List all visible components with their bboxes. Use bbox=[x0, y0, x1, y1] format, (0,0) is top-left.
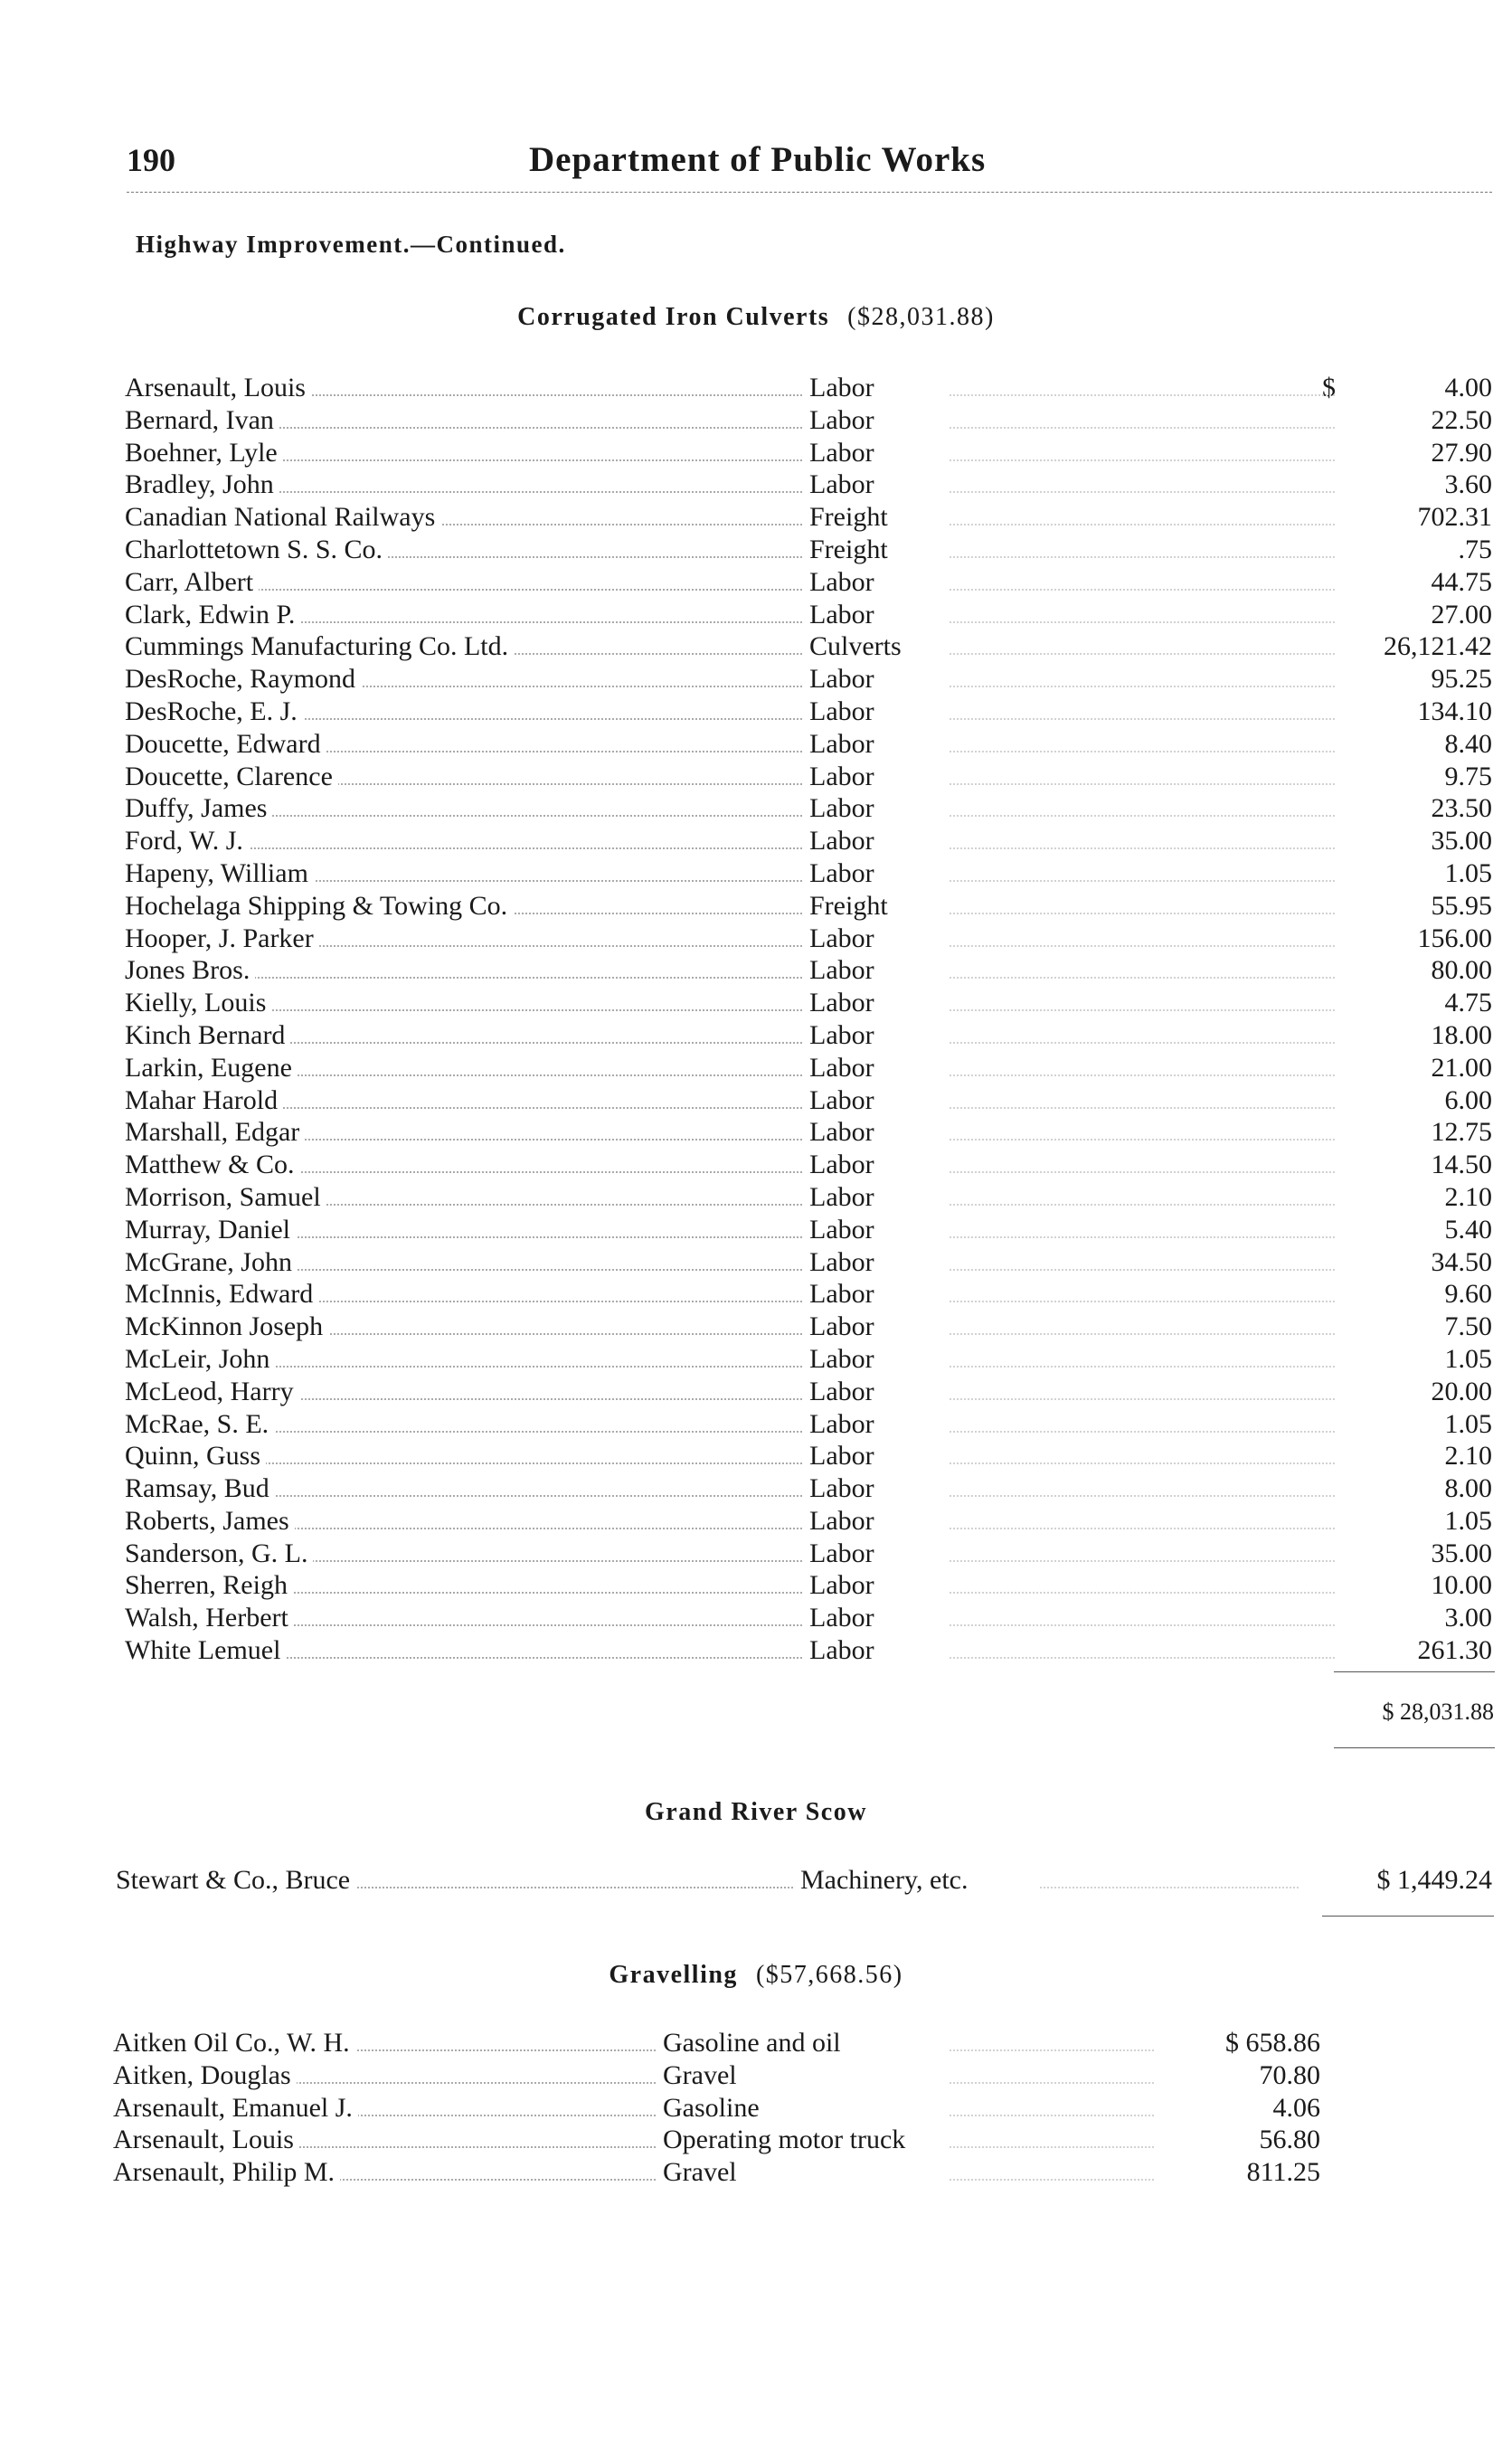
expense-category: Labor bbox=[809, 1182, 880, 1213]
expense-category: Labor bbox=[809, 1053, 880, 1084]
expense-category: Labor bbox=[809, 469, 880, 500]
payee-name: Hochelaga Shipping & Towing Co. bbox=[125, 891, 513, 922]
ledger-row bbox=[0, 567, 1512, 600]
amount: 8.00 bbox=[1444, 1473, 1492, 1504]
amount: 2.10 bbox=[1444, 1441, 1492, 1472]
expense-category: Labor bbox=[809, 1409, 880, 1440]
expense-category: Labor bbox=[809, 696, 880, 727]
amount: 10.00 bbox=[1431, 1570, 1492, 1601]
amount: 44.75 bbox=[1431, 566, 1492, 597]
ledger-row bbox=[0, 955, 1512, 988]
expense-category: Labor bbox=[809, 988, 880, 1018]
ledger-row bbox=[0, 858, 1512, 891]
payee-name: Roberts, James bbox=[125, 1506, 295, 1537]
ledger-row bbox=[0, 1279, 1512, 1311]
expense-category: Labor bbox=[809, 1279, 880, 1310]
payee-name: Marshall, Edgar bbox=[125, 1117, 305, 1148]
payee-name: Bradley, John bbox=[125, 469, 279, 500]
amount: 23.50 bbox=[1431, 793, 1492, 824]
ledger-row bbox=[0, 1441, 1512, 1473]
expense-category: Labor bbox=[809, 600, 880, 630]
ledger-row bbox=[0, 762, 1512, 794]
amount: 22.50 bbox=[1431, 404, 1492, 435]
section-heading: Highway Improvement.—Continued. bbox=[136, 231, 566, 258]
payee-name: Mahar Harold bbox=[125, 1085, 283, 1116]
payee-name: DesRoche, Raymond bbox=[125, 664, 361, 695]
amount: 3.60 bbox=[1444, 469, 1492, 500]
payee-name: Doucette, Edward bbox=[125, 729, 326, 760]
ledger-row bbox=[0, 405, 1512, 438]
expense-category: Labor bbox=[809, 664, 880, 695]
expense-category: Operating motor truck bbox=[663, 2125, 911, 2155]
dot-leader bbox=[950, 567, 1335, 591]
payee-name: Arsenault, Louis bbox=[113, 2125, 299, 2155]
dot-leader bbox=[950, 469, 1335, 493]
payee-name: Arsenault, Emanuel J. bbox=[113, 2093, 358, 2124]
ledger-row bbox=[0, 1053, 1512, 1085]
ledger-row bbox=[0, 1182, 1512, 1215]
expense-category: Labor bbox=[809, 1635, 880, 1666]
expense-category: Labor bbox=[809, 858, 880, 889]
payee-name: Doucette, Clarence bbox=[125, 762, 338, 792]
expense-category: Gasoline bbox=[663, 2093, 765, 2124]
payee-name: McKinnon Joseph bbox=[125, 1311, 328, 1342]
ledger-row bbox=[0, 1635, 1512, 1668]
ledger-row bbox=[0, 2028, 1512, 2060]
amount: 35.00 bbox=[1431, 1538, 1492, 1568]
ledger-row bbox=[0, 600, 1512, 632]
ledger-row bbox=[0, 1311, 1512, 1344]
expense-category: Labor bbox=[809, 826, 880, 857]
ledger-row bbox=[0, 729, 1512, 762]
dot-leader bbox=[950, 2125, 1154, 2148]
expense-category: Labor bbox=[809, 1441, 880, 1472]
ledger-row bbox=[0, 2060, 1512, 2093]
amount: 1.05 bbox=[1444, 1408, 1492, 1439]
dot-leader bbox=[950, 1344, 1335, 1368]
amount: 4.06 bbox=[1272, 2092, 1320, 2123]
payee-name: Ramsay, Bud bbox=[125, 1473, 275, 1504]
culverts-total: $ 28,031.88 bbox=[1382, 1699, 1494, 1725]
payee-name: Clark, Edwin P. bbox=[125, 600, 300, 630]
ledger-row bbox=[0, 1409, 1512, 1442]
scow-ledger bbox=[0, 1865, 1512, 1898]
dot-leader bbox=[950, 438, 1335, 461]
payee-name: Morrison, Samuel bbox=[125, 1182, 326, 1213]
dot-leader bbox=[950, 664, 1335, 687]
amount: 26,121.42 bbox=[1384, 631, 1492, 662]
dot-leader bbox=[950, 1538, 1335, 1562]
dot-leader bbox=[950, 1506, 1335, 1529]
ledger-row bbox=[0, 1377, 1512, 1409]
ledger-row bbox=[0, 1865, 1512, 1898]
dot-leader bbox=[950, 1247, 1335, 1271]
payee-name: Larkin, Eugene bbox=[125, 1053, 298, 1084]
ledger-row bbox=[0, 373, 1512, 405]
expense-category: Labor bbox=[809, 1085, 880, 1116]
dot-leader bbox=[950, 405, 1335, 429]
gravelling-ledger bbox=[0, 2028, 1512, 2190]
expense-category: Labor bbox=[809, 1506, 880, 1537]
payee-name: Hapeny, William bbox=[125, 858, 314, 889]
expense-category: Gasoline and oil bbox=[663, 2028, 846, 2059]
culverts-currency-mark: $ bbox=[1322, 373, 1336, 402]
amount: 261.30 bbox=[1417, 1635, 1492, 1666]
expense-category: Labor bbox=[809, 1150, 880, 1180]
amount: $ 658.86 bbox=[1225, 2028, 1320, 2058]
payee-name: Carr, Albert bbox=[125, 567, 259, 598]
dot-leader bbox=[950, 1182, 1335, 1206]
ledger-row bbox=[0, 1538, 1512, 1571]
expense-category: Freight bbox=[809, 535, 893, 565]
expense-category: Labor bbox=[809, 567, 880, 598]
ledger-row bbox=[0, 438, 1512, 470]
amount: 1.05 bbox=[1444, 1343, 1492, 1374]
expense-category: Labor bbox=[809, 1117, 880, 1148]
dot-leader bbox=[950, 793, 1335, 817]
expense-category: Labor bbox=[809, 373, 880, 403]
amount: 21.00 bbox=[1431, 1052, 1492, 1083]
expense-category: Labor bbox=[809, 955, 880, 986]
page-number: 190 bbox=[127, 142, 175, 178]
dot-leader bbox=[950, 1441, 1335, 1464]
ledger-row bbox=[0, 469, 1512, 502]
dot-leader bbox=[950, 1635, 1335, 1659]
amount: 134.10 bbox=[1417, 696, 1492, 726]
amount: 27.00 bbox=[1431, 599, 1492, 629]
payee-name: Murray, Daniel bbox=[125, 1215, 296, 1245]
ledger-row bbox=[0, 2093, 1512, 2125]
amount: 80.00 bbox=[1431, 955, 1492, 986]
payee-name: Ford, W. J. bbox=[125, 826, 249, 857]
dot-leader bbox=[950, 988, 1335, 1011]
expense-category: Labor bbox=[809, 405, 880, 436]
expense-category: Labor bbox=[809, 1603, 880, 1633]
ledger-row bbox=[0, 1570, 1512, 1603]
expense-category: Freight bbox=[809, 891, 893, 922]
expense-category: Gravel bbox=[663, 2157, 742, 2188]
ledger-row bbox=[0, 1344, 1512, 1377]
dot-leader bbox=[950, 1603, 1335, 1626]
amount: 34.50 bbox=[1431, 1246, 1492, 1277]
dot-leader bbox=[950, 1279, 1335, 1302]
ledger-row bbox=[0, 923, 1512, 956]
culverts-heading bbox=[0, 303, 1512, 332]
amount: $ 1,449.24 bbox=[1376, 1865, 1492, 1895]
dot-leader bbox=[950, 858, 1335, 882]
expense-category: Labor bbox=[809, 438, 880, 469]
ledger-row bbox=[0, 988, 1512, 1020]
payee-name: Cummings Manufacturing Co. Ltd. bbox=[125, 631, 514, 662]
dot-leader bbox=[950, 955, 1335, 979]
payee-name: Sanderson, G. L. bbox=[125, 1538, 313, 1569]
ledger-row bbox=[0, 2157, 1512, 2190]
payee-name: Quinn, Guss bbox=[125, 1441, 266, 1472]
amount: 4.75 bbox=[1444, 988, 1492, 1018]
payee-name: Kinch Bernard bbox=[125, 1020, 290, 1051]
amount: 4.00 bbox=[1444, 373, 1492, 402]
amount: 14.50 bbox=[1431, 1150, 1492, 1180]
payee-name: Stewart & Co., Bruce bbox=[116, 1865, 355, 1896]
dot-leader bbox=[950, 1377, 1335, 1400]
dot-leader bbox=[950, 2157, 1154, 2181]
payee-name: McRae, S. E. bbox=[125, 1409, 274, 1440]
amount: 27.90 bbox=[1431, 437, 1492, 468]
payee-name: Sherren, Reigh bbox=[125, 1570, 293, 1601]
payee-name: Canadian National Railways bbox=[125, 502, 440, 533]
payee-name: McInnis, Edward bbox=[125, 1279, 318, 1310]
payee-name: Charlottetown S. S. Co. bbox=[125, 535, 388, 565]
expense-category: Labor bbox=[809, 1020, 880, 1051]
payee-name: Duffy, James bbox=[125, 793, 272, 824]
scow-heading-text: Grand River Scow bbox=[645, 1798, 867, 1826]
ledger-row bbox=[0, 1473, 1512, 1506]
dot-leader bbox=[950, 1215, 1335, 1238]
page-title: Department of Public Works bbox=[529, 140, 987, 179]
gravelling-heading-text: Gravelling bbox=[609, 1961, 738, 1989]
payee-name: Bernard, Ivan bbox=[125, 405, 279, 436]
scow-heading bbox=[0, 1798, 1512, 1827]
payee-name: Hooper, J. Parker bbox=[125, 923, 319, 954]
culverts-heading-amount: ($28,031.88) bbox=[847, 303, 995, 331]
gravelling-heading bbox=[0, 1961, 1512, 1990]
expense-category: Labor bbox=[809, 1377, 880, 1407]
dot-leader bbox=[950, 631, 1335, 655]
expense-category: Labor bbox=[809, 1473, 880, 1504]
amount: 811.25 bbox=[1246, 2157, 1320, 2188]
dot-leader bbox=[950, 2028, 1154, 2051]
dot-leader bbox=[950, 2093, 1154, 2116]
ledger-row bbox=[0, 1247, 1512, 1280]
dot-leader bbox=[950, 1150, 1335, 1173]
expense-category: Freight bbox=[809, 502, 893, 533]
ledger-row bbox=[0, 793, 1512, 826]
payee-name: DesRoche, E. J. bbox=[125, 696, 303, 727]
dot-leader bbox=[950, 2060, 1154, 2084]
payee-name: McLeod, Harry bbox=[125, 1377, 299, 1407]
payee-name: Aitken, Douglas bbox=[113, 2060, 297, 2091]
amount: 3.00 bbox=[1444, 1603, 1492, 1633]
culverts-ledger bbox=[0, 373, 1512, 1668]
amount: 7.50 bbox=[1444, 1311, 1492, 1342]
page-header bbox=[127, 136, 1492, 193]
dot-leader bbox=[950, 1117, 1335, 1141]
amount: 70.80 bbox=[1259, 2059, 1320, 2090]
amount: 95.25 bbox=[1431, 664, 1492, 695]
ledger-row bbox=[0, 1215, 1512, 1247]
dot-leader bbox=[950, 923, 1335, 947]
ledger-row bbox=[0, 631, 1512, 664]
amount: 18.00 bbox=[1431, 1019, 1492, 1050]
expense-category: Labor bbox=[809, 762, 880, 792]
dot-leader bbox=[950, 1570, 1335, 1594]
expense-category: Labor bbox=[809, 1344, 880, 1375]
amount: 1.05 bbox=[1444, 1505, 1492, 1536]
dot-leader bbox=[950, 762, 1335, 785]
amount: 6.00 bbox=[1444, 1084, 1492, 1115]
ledger-row bbox=[0, 535, 1512, 567]
expense-category: Culverts bbox=[809, 631, 907, 662]
payee-name: White Lemuel bbox=[125, 1635, 286, 1666]
expense-category: Gravel bbox=[663, 2060, 742, 2091]
payee-name: Aitken Oil Co., W. H. bbox=[113, 2028, 355, 2059]
ledger-row bbox=[0, 502, 1512, 535]
amount: 156.00 bbox=[1417, 923, 1492, 953]
amount: 2.10 bbox=[1444, 1181, 1492, 1212]
amount: 9.60 bbox=[1444, 1279, 1492, 1310]
ledger-row bbox=[0, 696, 1512, 729]
dot-leader bbox=[950, 1311, 1335, 1335]
payee-name: Boehner, Lyle bbox=[125, 438, 283, 469]
scow-total-underline bbox=[1322, 1916, 1494, 1917]
ledger-row bbox=[0, 664, 1512, 696]
amount: 9.75 bbox=[1444, 761, 1492, 791]
dot-leader bbox=[950, 1053, 1335, 1076]
expense-category: Labor bbox=[809, 793, 880, 824]
expense-category: Labor bbox=[809, 1311, 880, 1342]
dot-leader bbox=[950, 373, 1335, 396]
expense-category: Labor bbox=[809, 729, 880, 760]
payee-name: Jones Bros. bbox=[125, 955, 255, 986]
amount: 1.05 bbox=[1444, 857, 1492, 888]
payee-name: McLeir, John bbox=[125, 1344, 275, 1375]
amount: 702.31 bbox=[1417, 502, 1492, 533]
ledger-row bbox=[0, 1506, 1512, 1538]
payee-name: Matthew & Co. bbox=[125, 1150, 300, 1180]
expense-category: Labor bbox=[809, 1215, 880, 1245]
ledger-row bbox=[0, 1603, 1512, 1635]
amount: 12.75 bbox=[1431, 1117, 1492, 1148]
culverts-total-rule bbox=[1334, 1671, 1495, 1672]
expense-category: Labor bbox=[809, 923, 880, 954]
payee-name: Walsh, Herbert bbox=[125, 1603, 294, 1633]
amount: 56.80 bbox=[1259, 2125, 1320, 2155]
ledger-row bbox=[0, 1085, 1512, 1118]
dot-leader bbox=[950, 891, 1335, 914]
dot-leader bbox=[1040, 1865, 1299, 1888]
ledger-row bbox=[0, 2125, 1512, 2157]
amount: .75 bbox=[1458, 534, 1492, 564]
dot-leader bbox=[950, 1473, 1335, 1497]
dot-leader bbox=[950, 600, 1335, 623]
expense-category: Labor bbox=[809, 1247, 880, 1278]
dot-leader bbox=[950, 1020, 1335, 1044]
ledger-row bbox=[0, 1150, 1512, 1182]
amount: 20.00 bbox=[1431, 1376, 1492, 1406]
dot-leader bbox=[950, 1085, 1335, 1109]
payee-name: Arsenault, Louis bbox=[125, 373, 311, 403]
ledger-row bbox=[0, 826, 1512, 858]
expense-category: Labor bbox=[809, 1570, 880, 1601]
payee-name: Kielly, Louis bbox=[125, 988, 271, 1018]
ledger-row bbox=[0, 891, 1512, 923]
dot-leader bbox=[950, 535, 1335, 558]
dot-leader bbox=[950, 1409, 1335, 1433]
amount: 35.00 bbox=[1431, 826, 1492, 857]
gravelling-heading-amount: ($57,668.56) bbox=[755, 1961, 903, 1989]
dot-leader bbox=[950, 696, 1335, 720]
payee-name: McGrane, John bbox=[125, 1247, 298, 1278]
dot-leader bbox=[950, 729, 1335, 752]
dot-leader bbox=[950, 502, 1335, 525]
amount: 8.40 bbox=[1444, 728, 1492, 759]
amount: 55.95 bbox=[1431, 890, 1492, 921]
dot-leader bbox=[950, 826, 1335, 849]
amount: 5.40 bbox=[1444, 1214, 1492, 1245]
ledger-row bbox=[0, 1117, 1512, 1150]
payee-name: Arsenault, Philip M. bbox=[113, 2157, 340, 2188]
ledger-row bbox=[0, 1020, 1512, 1053]
expense-category: Machinery, etc. bbox=[800, 1865, 973, 1896]
culverts-heading-text: Corrugated Iron Culverts bbox=[517, 303, 830, 331]
culverts-total-underline bbox=[1334, 1747, 1495, 1748]
expense-category: Labor bbox=[809, 1538, 880, 1569]
